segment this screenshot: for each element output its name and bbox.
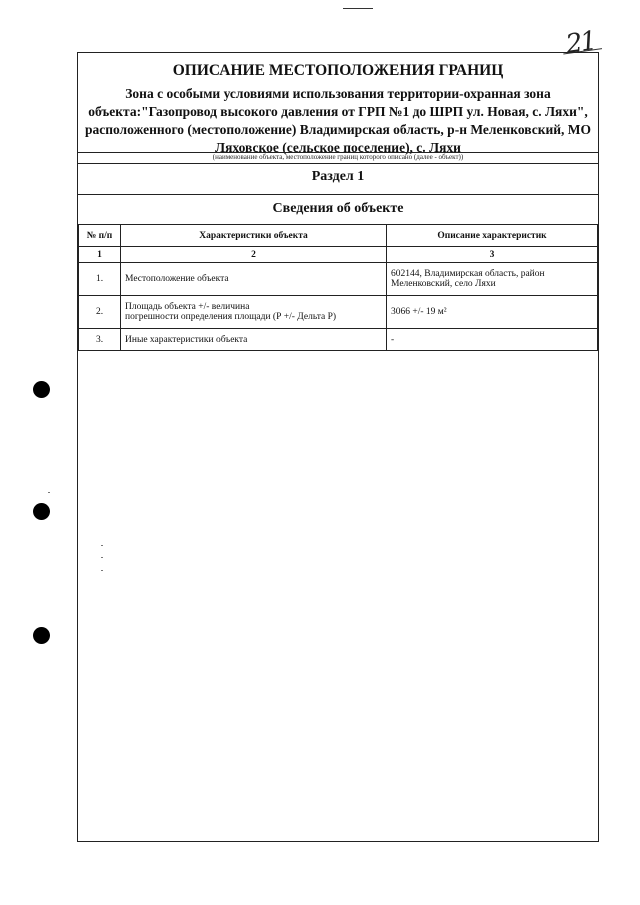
binder-hole xyxy=(33,627,50,644)
table-row xyxy=(79,296,598,329)
column-number-row xyxy=(79,247,598,263)
row-number: 3. xyxy=(79,329,121,351)
description-cell xyxy=(387,329,598,351)
subsection-title: Сведения об объекте xyxy=(272,201,404,216)
characteristic-text: погрешности определения площади (Р +/- Дельта Р) xyxy=(125,312,337,322)
column-number: 3 xyxy=(387,247,598,263)
scan-speck xyxy=(101,570,103,571)
description-cell xyxy=(387,296,598,329)
description-text: 3066 +/- 19 м² xyxy=(391,307,447,317)
section-rule xyxy=(78,163,598,164)
characteristic-cell xyxy=(121,296,387,329)
subsection-rule xyxy=(78,194,598,195)
heading-line: Зона с особыми условиями использования территории-охранная зона xyxy=(125,86,551,101)
column-header: Описание характеристик xyxy=(387,225,598,247)
description-cell xyxy=(387,263,598,296)
document-frame xyxy=(77,52,599,842)
heading-line: расположенного (местоположение) Владимирская область, р-н Меленковский, МО xyxy=(84,122,592,137)
top-edge-mark xyxy=(343,8,373,9)
table-row xyxy=(79,329,598,351)
row-number: 2. xyxy=(79,296,121,329)
characteristic-text: Площадь объекта +/- величина xyxy=(125,302,250,312)
section-title: Раздел 1 xyxy=(311,169,365,184)
characteristic-text: Иные характеристики объекта xyxy=(125,334,248,345)
column-number: 1 xyxy=(79,247,121,263)
object-info-table xyxy=(78,224,598,351)
description-text: 602144, Владимирская область, район xyxy=(391,269,545,279)
heading-line: объекта:"Газопровод высокого давления от ГРП №1 до ШРП ул. Новая, с. Ляхи", xyxy=(88,104,588,119)
characteristic-text: Местоположение объекта xyxy=(125,274,229,284)
scan-speck xyxy=(48,492,50,493)
scan-speck xyxy=(101,545,103,546)
column-header: № п/п xyxy=(79,225,121,247)
description-text: Меленковский, село Ляхи xyxy=(391,279,496,289)
column-header: Характеристики объекта xyxy=(121,225,387,247)
binder-hole xyxy=(33,381,50,398)
table-row xyxy=(79,263,598,296)
row-number: 1. xyxy=(79,263,121,296)
table-header-row xyxy=(79,225,598,247)
heading-line: Ляховское (сельское поселение), с. Ляхи xyxy=(215,140,461,155)
characteristic-cell xyxy=(121,263,387,296)
scan-speck xyxy=(101,557,103,558)
column-number: 2 xyxy=(121,247,387,263)
characteristic-cell xyxy=(121,329,387,351)
object-heading xyxy=(78,85,598,157)
document-title: ОПИСАНИЕ МЕСТОПОЛОЖЕНИЯ ГРАНИЦ xyxy=(172,62,504,79)
handwritten-page-number: 21 xyxy=(564,26,598,60)
heading-caption: (наименование объекта, местоположение границ которого описано (далее - объект)) xyxy=(212,153,464,161)
description-text: - xyxy=(391,334,395,345)
binder-hole xyxy=(33,503,50,520)
